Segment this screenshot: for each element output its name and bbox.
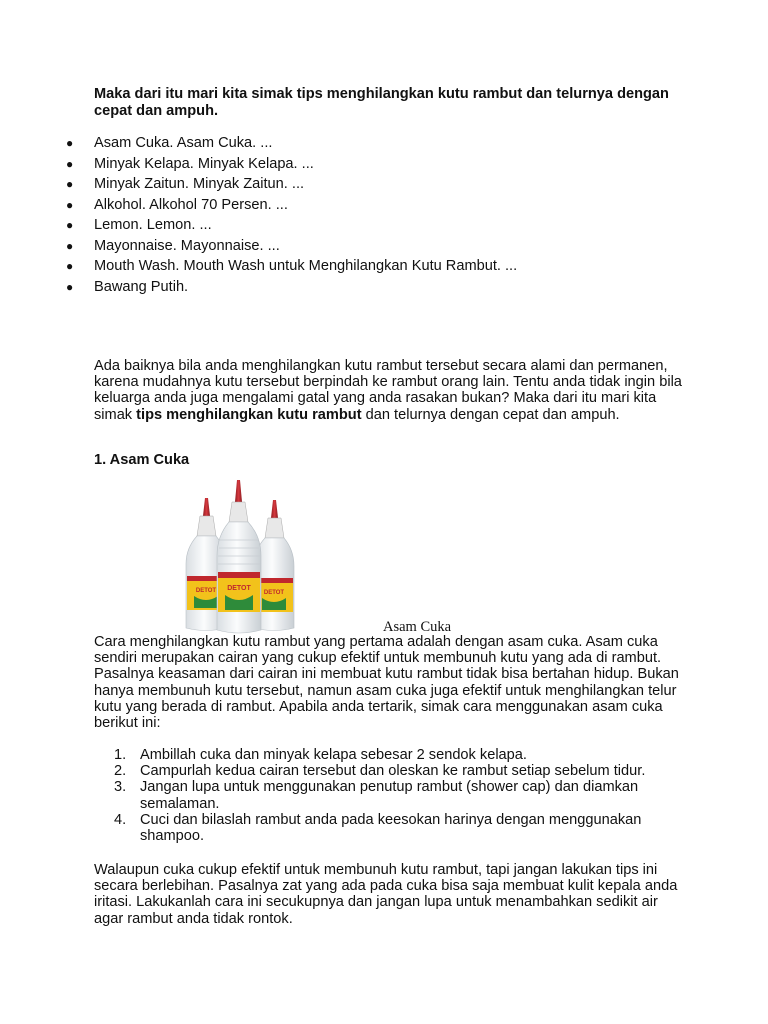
closing-paragraph: Walaupun cuka cukup efektif untuk membunuh kutu rambut, tapi jangan lakukan tips ini secara berlebihan. Pasalnya zat yang ada pada cuka bisa saja membuat kulit kepala anda iritasi. Lakukanlah cara ini secukupnya dan jangan lupa untuk menambahkan sedikit air agar rambut anda tidak rontok. xyxy=(94,862,678,927)
list-item: ● Alkohol. Alkohol 70 Persen. ... xyxy=(66,195,517,216)
list-item: ● Asam Cuka. Asam Cuka. ... xyxy=(66,133,517,154)
list-item: ● Mayonnaise. Mayonnaise. ... xyxy=(66,236,517,257)
list-item: ● Lemon. Lemon. ... xyxy=(66,215,517,236)
bullet-icon: ● xyxy=(66,218,74,232)
list-item: 1. Ambillah cuka dan minyak kelapa sebesar 2 sendok kelapa. xyxy=(114,747,527,763)
list-item: 2. Campurlah kedua cairan tersebut dan oleskan ke rambut setiap sebelum tidur. xyxy=(114,763,646,780)
bottle-center xyxy=(217,480,261,633)
list-item: ● Minyak Kelapa. Minyak Kelapa. ... xyxy=(66,154,517,175)
remedy-list xyxy=(66,133,517,297)
intro-bold-phrase: tips menghilangkan kutu rambut xyxy=(136,406,362,423)
list-item: 3. Jangan lupa untuk menggunakan penutup rambut (shower cap) dan diamkan semalaman. xyxy=(114,779,639,812)
bullet-icon: ● xyxy=(66,259,74,273)
bullet-icon: ● xyxy=(66,136,74,150)
section-paragraph: Cara menghilangkan kutu rambut yang pertama adalah dengan asam cuka. Asam cuka sendiri merupakan cairan yang cukup efektif untuk membunuh kutu yang ada di rambut. Pasalnya keasaman dari cairan ini membuat kutu rambut tidak bisa bertahan hidup. Bukan hanya membunuh kutu tersebut, namun asam cuka juga efektif untuk menghilangkan telur kutu yang berada di rambut. Apabila anda tertarik, simak cara menggunakan asam cuka berikut ini: xyxy=(94,634,679,732)
svg-text:DETOT: DETOT xyxy=(263,590,285,596)
svg-text:DETOT: DETOT xyxy=(195,588,217,594)
svg-text:DETOT: DETOT xyxy=(227,585,251,592)
list-item: ● Minyak Zaitun. Minyak Zaitun. ... xyxy=(66,174,517,195)
list-item: 4. Cuci dan bilaslah rambut anda pada keesokan harinya dengan menggunakan shampoo. xyxy=(114,811,642,845)
bullet-icon: ● xyxy=(66,156,74,171)
bullet-icon: ● xyxy=(66,197,74,212)
vinegar-bottles-image xyxy=(180,478,310,634)
page-heading: Maka dari itu mari kita simak tips menghilangkan kutu rambut dan telurnya dengan cepat dan ampuh. xyxy=(94,86,669,119)
steps-list xyxy=(114,747,674,844)
section-title: 1. Asam Cuka xyxy=(94,452,190,468)
image-caption: Asam Cuka xyxy=(383,619,452,635)
bullet-icon: ● xyxy=(66,279,74,294)
list-item: ● Mouth Wash. Mouth Wash untuk Menghilangkan Kutu Rambut. ... xyxy=(66,256,517,277)
list-item: ● Bawang Putih. xyxy=(66,277,517,298)
intro-paragraph: Ada baiknya bila anda menghilangkan kutu rambut tersebut secara alami dan permanen, karena mudahnya kutu tersebut berpindah ke rambut orang lain. Tentu anda tidak ingin bila keluarga anda juga mengalami gatal yang anda rasakan bukan? Maka dari itu mari kita simak tips menghilangkan kutu rambut dan telurnya dengan cepat dan ampuh. xyxy=(94,358,682,423)
bullet-icon: ● xyxy=(66,238,74,253)
bullet-icon: ● xyxy=(66,177,74,191)
